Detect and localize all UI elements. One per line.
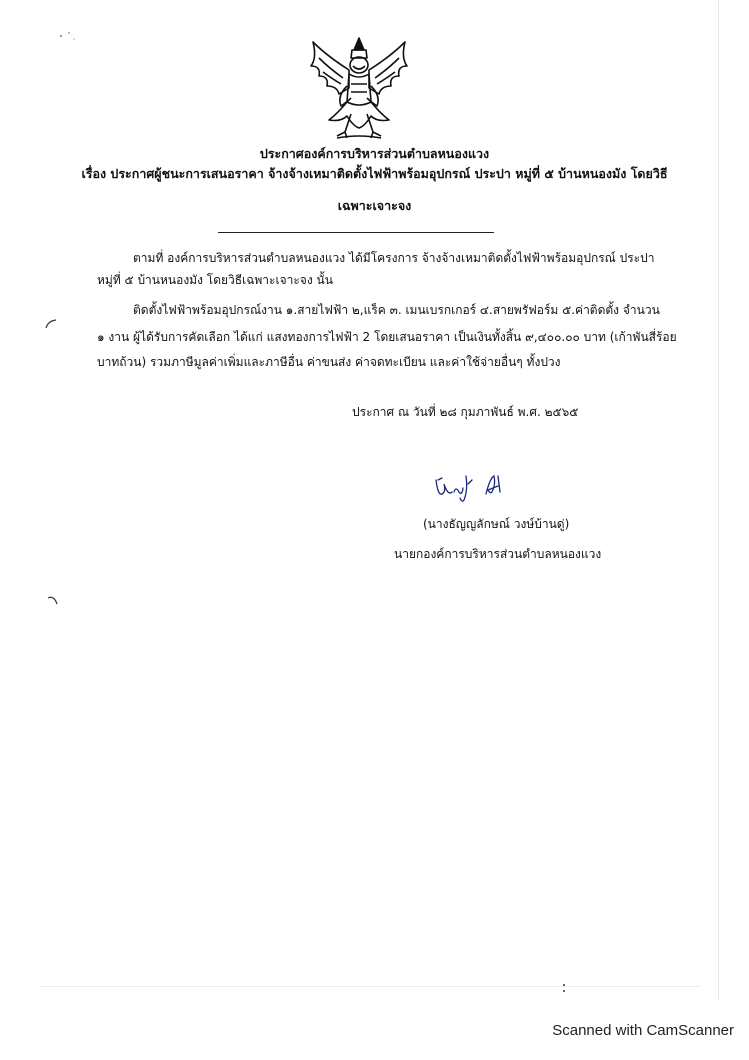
handwritten-signature (432, 470, 512, 504)
signatory-position: นายกองค์การบริหารส่วนตำบลหนองแวง (394, 547, 602, 561)
scan-mark-left-2 (46, 594, 60, 606)
scan-speck-bottom (560, 982, 568, 994)
subject-line-2: เฉพาะเจาะจง (337, 198, 412, 213)
subject-line-1: เรื่อง ประกาศผู้ชนะการเสนอราคา จ้างจ้างเหมาติดตั้งไฟฟ้าพร้อมอุปกรณ์ ประปา หมู่ที่ ๕ บ้านหนองมัง โดยวิธี (81, 166, 668, 181)
scanner-watermark: Scanned with CamScanner (552, 1022, 734, 1039)
announcement-date: ประกาศ ณ วันที่ ๒๘ กุมภาพันธ์ พ.ศ. ๒๕๖๕ (352, 405, 579, 419)
paragraph-1-line-1: ตามที่ องค์การบริหารส่วนตำบลหนองแวง ได้มีโครงการ จ้างจ้างเหมาติดตั้งไฟฟ้าพร้อมอุปกรณ์ ประปา (133, 251, 655, 265)
signatory-name: (นางธัญญลักษณ์ วงษ์บ้านดู่) (423, 517, 570, 531)
announcement-title: ประกาศองค์การบริหารส่วนตำบลหนองแวง (259, 146, 490, 161)
garuda-emblem-icon (307, 36, 411, 142)
scan-mark-left-1 (44, 318, 58, 330)
page-edge-bottom (40, 986, 700, 987)
paragraph-2-line-2: ๑ งาน ผู้ได้รับการคัดเลือก ได้แก่ แสงทองการไฟฟ้า 2 โดยเสนอราคา เป็นเงินทั้งสิ้น ๙,๔๐๐.๐๐ บาท (เก้าพันสี่ร้อย (97, 330, 677, 344)
scan-speck (58, 30, 78, 42)
header-divider (218, 232, 494, 233)
paragraph-2-line-3: บาทถ้วน) รวมภาษีมูลค่าเพิ่มและภาษีอื่น ค่าขนส่ง ค่าจดทะเบียน และค่าใช้จ่ายอื่นๆ ทั้งปวง (97, 355, 561, 369)
paragraph-2-line-1: ติดตั้งไฟฟ้าพร้อมอุปกรณ์งาน ๑.สายไฟฟ้า ๒,แร็ค ๓. เมนเบรกเกอร์ ๔.สายพรัฟอร์ม ๕.ค่าติดตั้ง จำนวน (133, 303, 660, 317)
paragraph-1-line-2: หมู่ที่ ๕ บ้านหนองมัง โดยวิธีเฉพาะเจาะจง นั้น (97, 273, 333, 287)
